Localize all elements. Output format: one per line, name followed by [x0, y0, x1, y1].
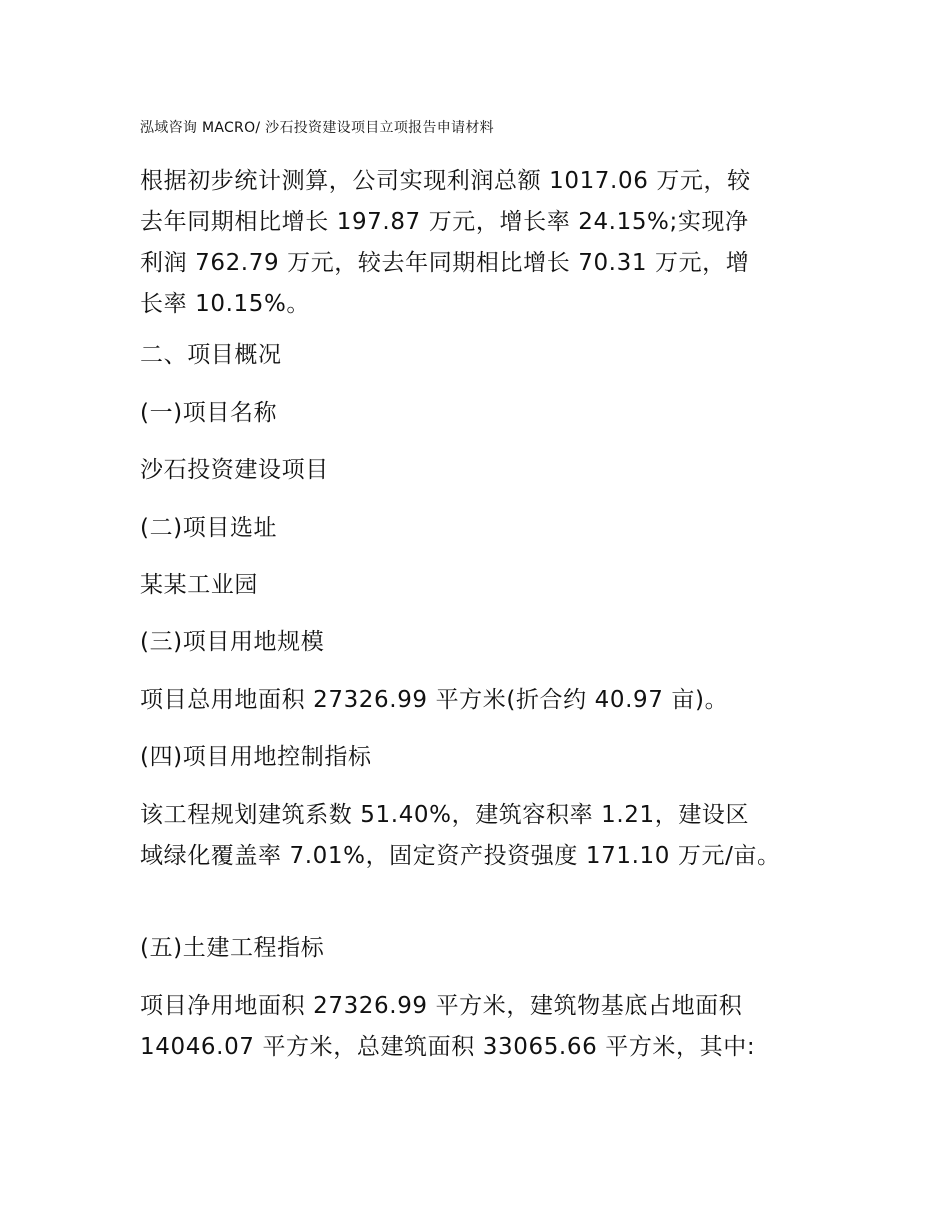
land-control-heading: (四)项目用地控制指标	[140, 744, 372, 770]
land-control-paragraph	[140, 795, 820, 877]
land-control-line-2: 域绿化覆盖率 7.01%，固定资产投资强度 171.10 万元/亩。	[140, 843, 781, 869]
civil-engineering-paragraph	[140, 986, 820, 1068]
profit-line-2: 去年同期相比增长 197.87 万元，增长率 24.15%;实现净	[140, 209, 749, 235]
civil-engineering-line-2: 14046.07 平方米，总建筑面积 33065.66 平方米，其中:	[140, 1034, 756, 1060]
land-control-line-1: 该工程规划建筑系数 51.40%，建筑容积率 1.21，建设区	[140, 802, 750, 828]
project-site-value: 某某工业园	[140, 572, 258, 598]
project-site-heading: (二)项目选址	[140, 515, 278, 541]
section-heading-overview: 二、项目概况	[140, 342, 282, 368]
civil-engineering-line-1: 项目净用地面积 27326.99 平方米，建筑物基底占地面积	[140, 993, 743, 1019]
land-scale-value: 项目总用地面积 27326.99 平方米(折合约 40.97 亩)。	[140, 687, 729, 713]
civil-engineering-heading: (五)土建工程指标	[140, 935, 325, 961]
land-scale-heading: (三)项目用地规模	[140, 629, 325, 655]
project-name-heading: (一)项目名称	[140, 400, 278, 426]
project-name-value: 沙石投资建设项目	[140, 457, 329, 483]
profit-line-1: 根据初步统计测算，公司实现利润总额 1017.06 万元，较	[140, 168, 751, 194]
profit-paragraph	[140, 161, 820, 325]
profit-line-3: 利润 762.79 万元，较去年同期相比增长 70.31 万元，增	[140, 250, 750, 276]
page-header: 泓域咨询 MACRO/ 沙石投资建设项目立项报告申请材料	[140, 120, 494, 136]
profit-line-4: 长率 10.15%。	[140, 291, 311, 317]
